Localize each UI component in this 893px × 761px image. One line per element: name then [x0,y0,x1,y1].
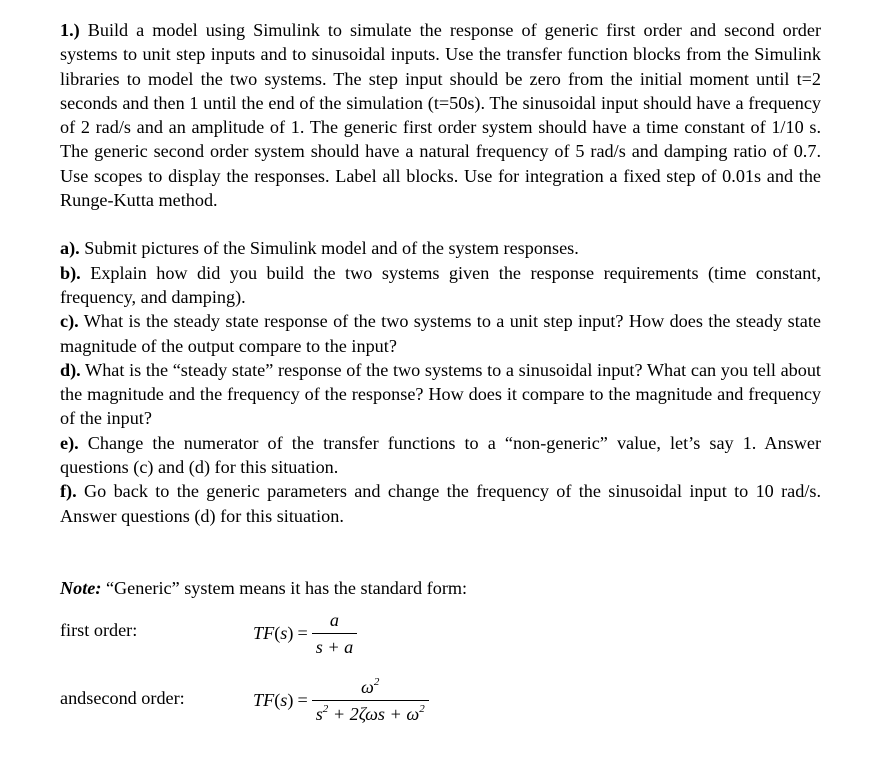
note-label: Note: [60,577,102,598]
question-b [60,261,821,310]
equals-sign: = [297,623,308,644]
question-list [60,236,821,528]
first-order-fraction [312,609,358,658]
question-text: Change the numerator of the transfer functions to a “non-generic” value, let’s say 1. Answer questions (c) and (d) for this situation. [60,432,821,478]
question-c [60,309,821,358]
question-label: d). [60,359,81,380]
question-text: What is the steady state response of the two systems to a unit step input? How does the steady state magnitude of the output compare to the input? [60,311,822,356]
question-label: f). [60,481,77,502]
question-d [60,358,821,431]
first-order-label: first order: [60,620,138,641]
denominator: $s^2 + 2\zeta\omega s + \omega^2$ [312,700,429,725]
question-text: Go back to the generic parameters and change the frequency of the sinusoidal input to 10 rad/s. Answer questions (d) for this situation. [60,481,822,526]
first-order-formula [60,602,821,664]
numerator: a [329,609,340,630]
question-f [60,479,821,528]
question-e [60,431,821,480]
first-order-equation [253,602,357,664]
tf-lhs: TF(s) [253,690,294,711]
second-order-label: andsecond order: [60,688,185,709]
question-label: c). [60,311,79,332]
question-text: Submit pictures of the Simulink model and of the system responses. [84,238,579,259]
question-text: Explain how did you build the two systems given the response requirements (time constant, frequency, and damping). [60,262,822,307]
equals-sign: = [297,690,308,711]
intro-paragraph [60,18,821,212]
intro-text: Build a model using Simulink to simulate the response of generic first order and second order systems to unit step inputs and to sinusoidal inputs. Use the transfer function blocks from the Simulink libraries to model the two systems. The step input should be zero from the initial moment until t=2 seconds and then 1 until the end of the simulation (t=50s). The sinusoidal input should have a frequency of 2 rad/s and an amplitude of 1. The generic first order system should have a time constant of 1/10 s. The generic second order system should have a natural frequency of 5 rad/s and damping ratio of 0.7. Use scopes to display the responses. Label all blocks. Use for integration a fixed step of 0.01s and the Runge-Kutta method. [60,20,822,211]
tf-lhs: TF(s) [253,623,294,644]
second-order-fraction [312,676,429,725]
question-text: What is the “steady state” response of the two systems to a sinusoidal input? What can you tell about the magnitude and the frequency of the response? How does it compare to the magnitude and frequency of the input? [60,359,821,429]
note-text: “Generic” system means it has the standard form: [105,577,468,598]
numerator: $\omega^2$ [361,675,380,697]
second-order-formula [60,664,821,736]
question-label: e). [60,432,79,453]
note-line [60,576,821,600]
denominator: s + a [312,633,358,658]
question-label: a). [60,238,80,259]
question-a [60,236,821,260]
question-label: b). [60,262,81,283]
second-order-equation [253,664,429,736]
problem-number: 1.) [60,20,80,40]
